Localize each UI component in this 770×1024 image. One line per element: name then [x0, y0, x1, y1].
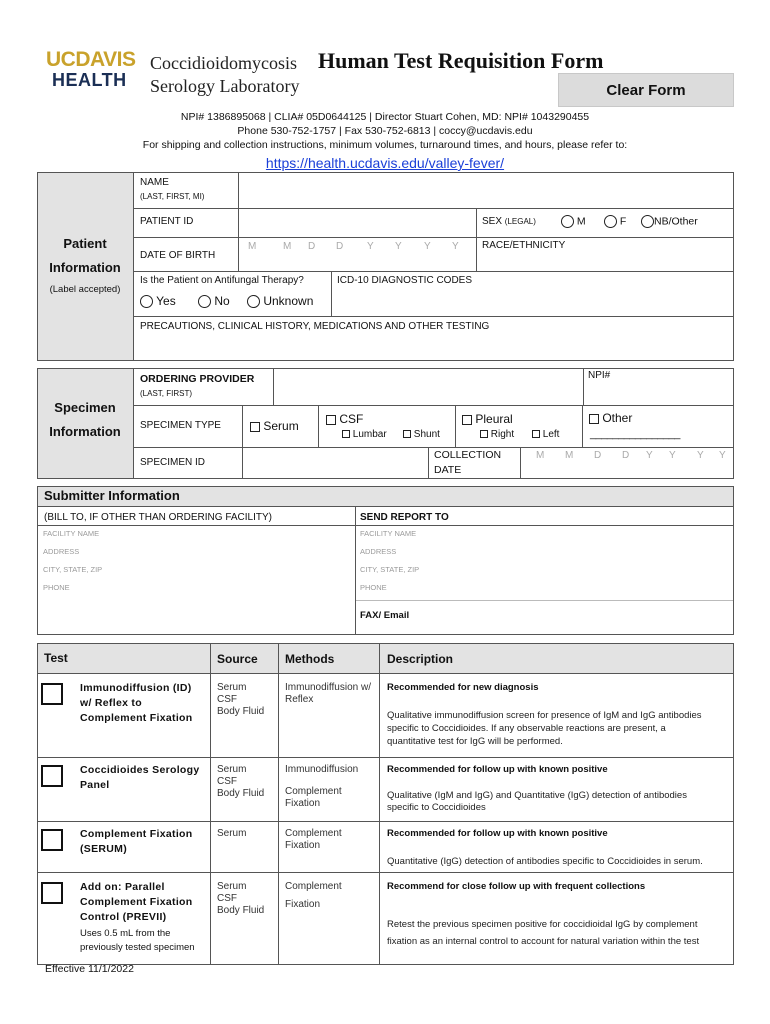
specimen-section-title: Specimen Information — [49, 400, 121, 439]
antifungal-yes[interactable]: Yes — [140, 294, 176, 308]
logo-uc-davis: UCDAVIS — [46, 48, 136, 71]
methods-column-header: Methods — [285, 652, 335, 666]
antifungal-label: Is the Patient on Antifungal Therapy? — [140, 275, 304, 286]
specimen-serum-checkbox[interactable]: Serum — [250, 419, 299, 433]
npi-label: NPI# — [588, 370, 611, 381]
test-checkbox-previi[interactable] — [41, 882, 63, 904]
test-checkbox-complement-fixation[interactable] — [41, 829, 63, 851]
test-name: Add on: Parallel Complement Fixation Control (PREVII) — [80, 881, 193, 923]
collection-placeholder-m2: M — [565, 450, 574, 461]
divider — [133, 405, 733, 406]
sex-option-m[interactable]: M — [561, 215, 586, 228]
test-methods: Complement Fixation — [285, 881, 342, 910]
send-phone-field[interactable]: PHONE — [360, 583, 387, 592]
specimen-type-label: SPECIMEN TYPE — [140, 420, 221, 431]
divider — [38, 525, 733, 526]
clear-form-button[interactable]: Clear Form — [558, 73, 734, 107]
test-recommendation: Recommend for close follow up with frequent collections — [387, 881, 646, 892]
info-contact-line: Phone 530-752-1757 | Fax 530-752-6813 | coccy@ucdavis.edu — [237, 125, 533, 137]
ordering-provider-sublabel: (LAST, FIRST) — [140, 389, 193, 398]
antifungal-no[interactable]: No — [198, 294, 230, 308]
divider — [582, 405, 583, 447]
collection-placeholder-m1: M — [536, 450, 545, 461]
divider — [242, 405, 243, 447]
tests-header-row — [38, 644, 733, 674]
test-source: Serum CSF Body Fluid — [217, 881, 265, 916]
send-city-field[interactable]: CITY, STATE, ZIP — [360, 565, 420, 574]
submitter-title: Submitter Information — [44, 488, 180, 503]
divider — [210, 644, 211, 964]
test-column-header: Test — [44, 651, 68, 665]
collection-placeholder-y2: Y — [669, 450, 676, 461]
ordering-provider-label: ORDERING PROVIDER — [140, 373, 255, 385]
bill-to-label: (BILL TO, IF OTHER THAN ORDERING FACILITY) — [44, 512, 272, 523]
sex-option-f[interactable]: F — [604, 215, 626, 228]
send-facility-name-field[interactable]: FACILITY NAME — [360, 529, 417, 538]
dob-placeholder-y2: Y — [395, 241, 402, 252]
test-description: Quantitative (IgG) detection of antibodies specific to Coccidioides in serum. — [387, 856, 703, 867]
name-label: NAME — [140, 177, 169, 188]
specimen-csf-checkbox[interactable]: CSF — [326, 412, 363, 426]
bill-address-field[interactable]: ADDRESS — [43, 547, 80, 556]
dob-placeholder-d2: D — [336, 241, 344, 252]
patient-id-input[interactable] — [238, 209, 477, 237]
csf-shunt-checkbox[interactable]: Shunt — [403, 429, 440, 440]
divider — [38, 757, 733, 758]
test-recommendation: Recommended for follow up with known positive — [387, 764, 608, 775]
divider — [38, 821, 733, 822]
test-methods: Complement Fixation — [285, 828, 342, 851]
divider — [318, 405, 319, 447]
pleural-right-checkbox[interactable]: Right — [480, 429, 514, 440]
test-name: Immunodiffusion (ID) w/ Reflex to Complement Fixation — [80, 682, 193, 724]
dob-placeholder-d1: D — [308, 241, 316, 252]
test-source: Serum CSF Body Fluid — [217, 764, 265, 799]
bill-city-field[interactable]: CITY, STATE, ZIP — [43, 565, 103, 574]
name-input[interactable] — [238, 173, 733, 209]
test-description: Retest the previous specimen positive for coccidioidal IgG by complement fixation as an internal control to account for natural variation within the test — [387, 919, 700, 947]
divider — [355, 507, 356, 635]
collection-placeholder-d1: D — [594, 450, 602, 461]
dob-label: DATE OF BIRTH — [140, 250, 216, 261]
dob-placeholder-y3: Y — [424, 241, 431, 252]
collection-date-label: COLLECTION DATE — [434, 449, 502, 476]
bill-facility-name-field[interactable]: FACILITY NAME — [43, 529, 100, 538]
test-description: Qualitative immunodiffusion screen for presence of IgM and IgG antibodies specific to Coccidioides. If any observable reactions are present, a quantitative test for IgG will be performed. — [387, 710, 702, 747]
pleural-left-checkbox[interactable]: Left — [532, 429, 559, 440]
collection-placeholder-y4: Y — [719, 450, 726, 461]
specimen-pleural-checkbox[interactable]: Pleural — [462, 412, 513, 426]
specimen-id-label: SPECIMEN ID — [140, 457, 206, 468]
divider — [38, 872, 733, 873]
form-title: Human Test Requisition Form — [318, 48, 604, 73]
divider — [331, 271, 332, 316]
dob-placeholder-y1: Y — [367, 241, 374, 252]
effective-date: Effective 11/1/2022 — [45, 963, 134, 975]
dob-placeholder-m1: M — [248, 241, 257, 252]
precautions-label[interactable]: PRECAUTIONS, CLINICAL HISTORY, MEDICATIONS AND OTHER TESTING — [140, 321, 490, 332]
test-checkbox-serology-panel[interactable] — [41, 765, 63, 787]
divider — [379, 644, 380, 964]
test-recommendation: Recommended for new diagnosis — [387, 682, 539, 693]
test-source: Serum — [217, 828, 247, 839]
test-recommendation: Recommended for follow up with known positive — [387, 828, 608, 839]
race-label: RACE/ETHNICITY — [482, 240, 566, 251]
info-shipping-line: For shipping and collection instructions, minimum volumes, turnaround times, and hours, please refer to: — [142, 139, 628, 151]
icd-label: ICD-10 DIAGNOSTIC CODES — [337, 275, 473, 286]
test-checkbox-immunodiffusion[interactable] — [41, 683, 63, 705]
fax-email-label[interactable]: FAX/ Email — [360, 610, 410, 621]
test-subnote: Uses 0.5 mL from the previously tested specimen — [80, 928, 195, 953]
test-source: Serum CSF Body Fluid — [217, 682, 265, 717]
patient-section-title: Patient Information (Label accepted) — [49, 236, 121, 295]
logo-health: HEALTH — [52, 70, 127, 90]
divider — [356, 600, 733, 601]
csf-lumbar-checkbox[interactable]: Lumbar — [342, 429, 387, 440]
name-sublabel: (LAST, FIRST, MI) — [140, 192, 205, 201]
valley-fever-link[interactable]: https://health.ucdavis.edu/valley-fever/ — [265, 155, 505, 171]
dob-placeholder-y4: Y — [452, 241, 459, 252]
test-description: Qualitative (IgM and IgG) and Quantitative (IgG) detection of antibodies specific to Coccidioides — [387, 790, 687, 813]
specimen-id-input[interactable] — [242, 447, 429, 478]
dob-placeholder-m2: M — [283, 241, 292, 252]
test-name: Coccidioides Serology Panel — [80, 764, 200, 791]
collection-placeholder-y3: Y — [697, 450, 704, 461]
lab-name: Coccidioidomycosis Serology Laboratory — [150, 53, 300, 96]
specimen-other-checkbox[interactable]: Other — [589, 411, 632, 425]
test-name: Complement Fixation (SERUM) — [80, 828, 193, 855]
divider — [133, 316, 733, 317]
collection-placeholder-y1: Y — [646, 450, 653, 461]
antifungal-unknown[interactable]: Unknown — [247, 294, 313, 308]
send-address-field[interactable]: ADDRESS — [360, 547, 397, 556]
sex-label: SEX (LEGAL) — [482, 216, 536, 227]
sex-option-nb[interactable]: NB/Other — [641, 215, 698, 228]
test-methods: Immunodiffusion w/ Reflex — [285, 682, 371, 705]
divider — [133, 271, 733, 272]
send-report-label: SEND REPORT TO — [360, 512, 449, 523]
bill-phone-field[interactable]: PHONE — [43, 583, 70, 592]
divider — [455, 405, 456, 447]
info-npi-line: NPI# 1386895068 | CLIA# 05D0644125 | Director Stuart Cohen, MD: NPI# 1043290455 — [180, 111, 590, 123]
divider — [133, 208, 238, 209]
collection-placeholder-d2: D — [622, 450, 630, 461]
description-column-header: Description — [387, 652, 454, 666]
divider — [278, 644, 279, 964]
specimen-other-input[interactable]: ________________ — [590, 428, 680, 440]
ordering-provider-input[interactable] — [273, 369, 584, 405]
patient-id-label: PATIENT ID — [140, 216, 194, 227]
source-column-header: Source — [217, 652, 258, 666]
dob-input[interactable] — [238, 237, 477, 271]
test-methods: Immunodiffusion Complement Fixation — [285, 764, 359, 809]
